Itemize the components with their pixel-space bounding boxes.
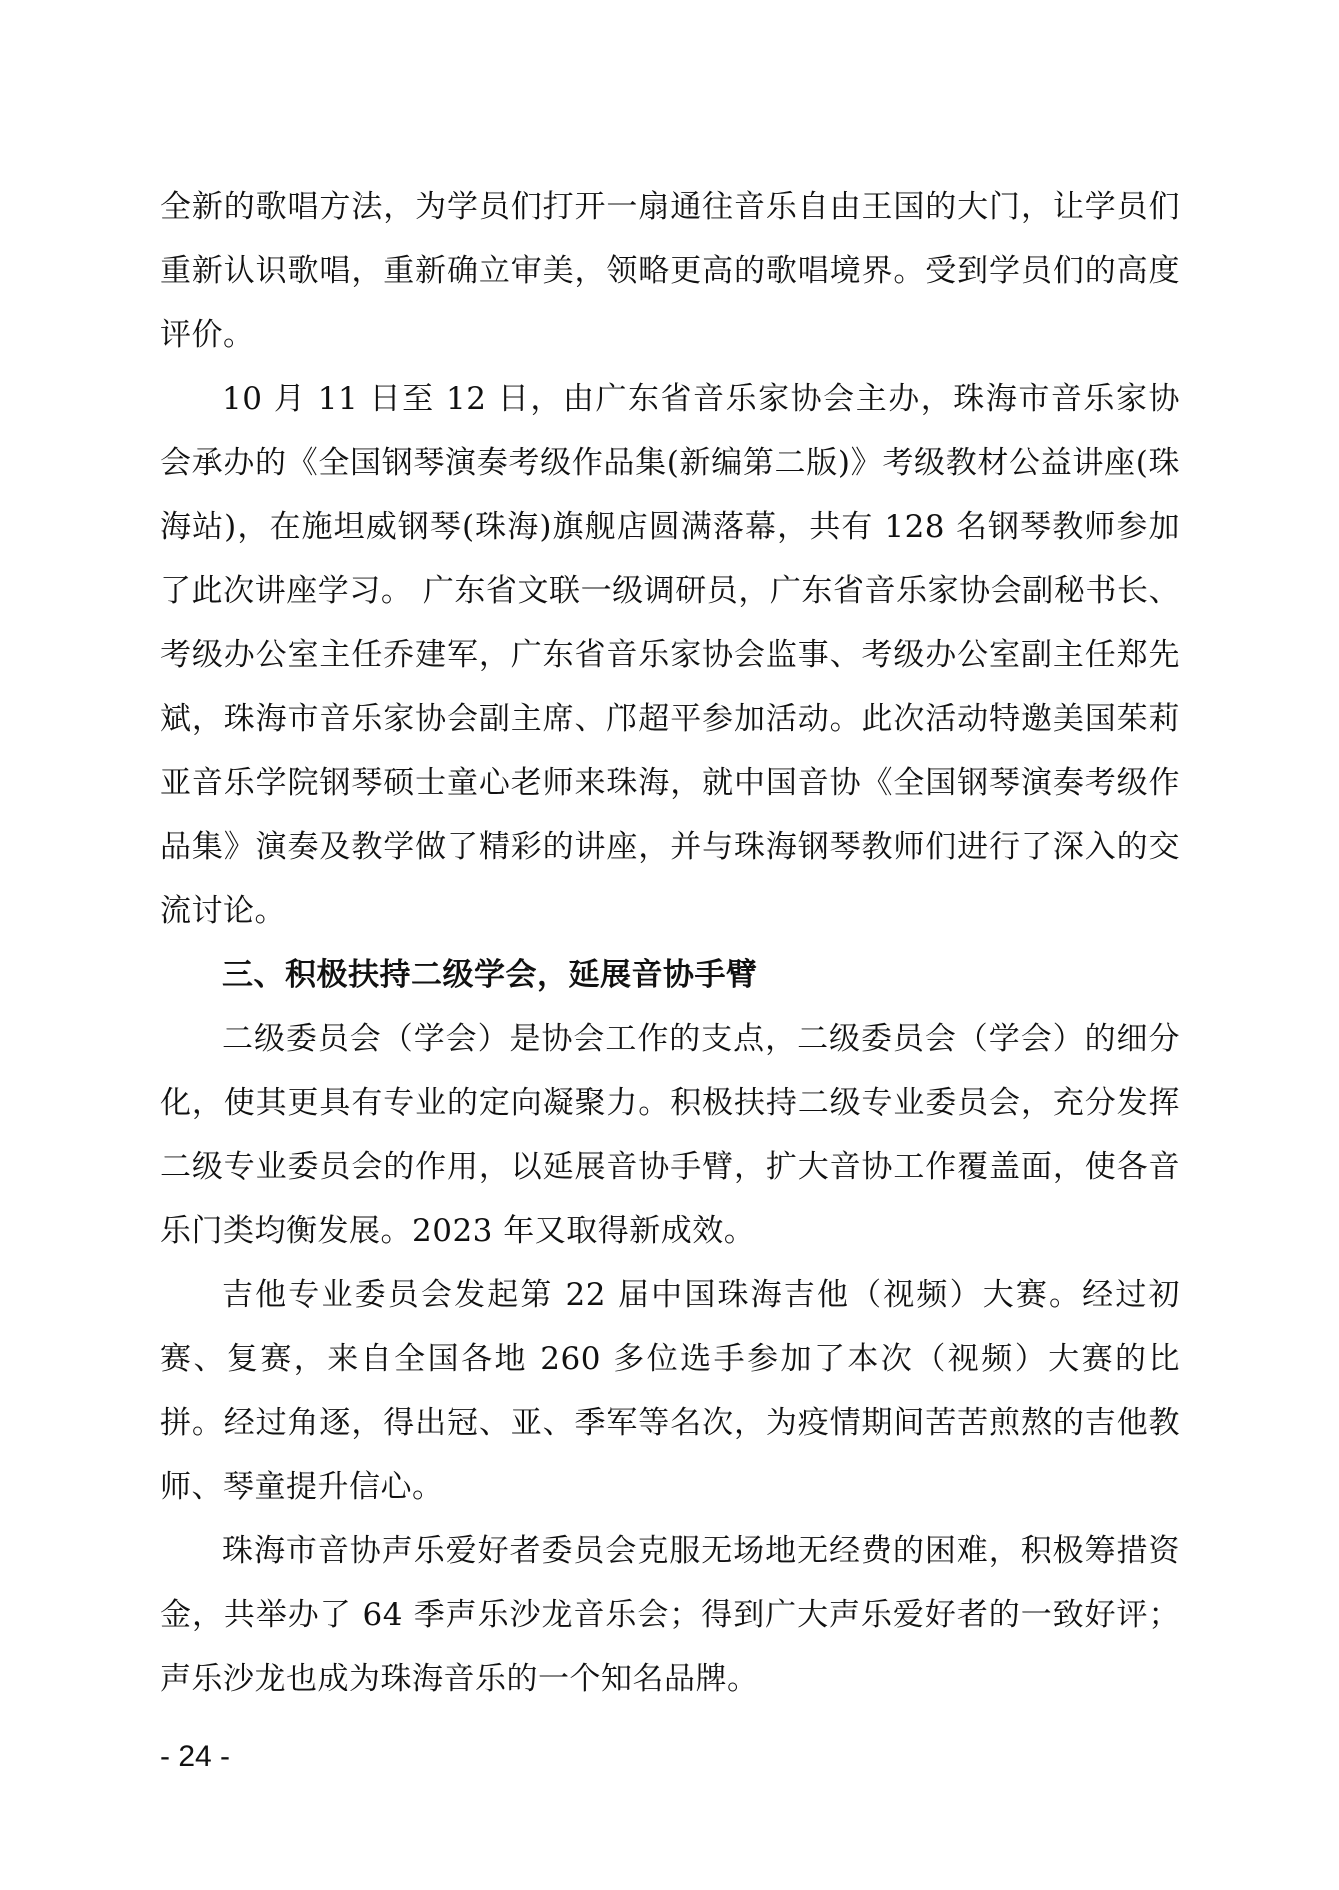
paragraph-vocal-salon: 珠海市音协声乐爱好者委员会克服无场地无经费的困难，积极筹措资金，共举办了 64 季声乐沙龙音乐会；得到广大声乐爱好者的一致好评；声乐沙龙也成为珠海音乐的一个知名品牌。: [160, 1533, 1180, 1697]
page-number: - 24 -: [160, 1740, 231, 1773]
paragraph-committees: 二级委员会（学会）是协会工作的支点，二级委员会（学会）的细分化，使其更具有专业的定向凝聚力。积极扶持二级专业委员会，充分发挥二级专业委员会的作用，以延展音协手臂，扩大音协工作覆盖面，使各音乐门类均衡发展。2023 年又取得新成效。: [160, 1021, 1180, 1249]
document-body: [160, 175, 1180, 1711]
section-heading: 三、积极扶持二级学会，延展音协手臂: [222, 957, 758, 993]
paragraph-guitar-contest: 吉他专业委员会发起第 22 届中国珠海吉他（视频）大赛。经过初赛、复赛，来自全国各地 260 多位选手参加了本次（视频）大赛的比拼。经过角逐，得出冠、亚、季军等名次，为疫情期间苦苦煎熬的吉他教师、琴童提升信心。: [160, 1277, 1180, 1505]
paragraph-continued: 全新的歌唱方法，为学员们打开一扇通往音乐自由王国的大门，让学员们重新认识歌唱，重新确立审美，领略更高的歌唱境界。受到学员们的高度评价。: [160, 189, 1180, 353]
paragraph-piano-lecture: 10 月 11 日至 12 日，由广东省音乐家协会主办，珠海市音乐家协会承办的《全国钢琴演奏考级作品集(新编第二版)》考级教材公益讲座(珠海站)，在施坦威钢琴(珠海)旗舰店圆满落幕，共有 128 名钢琴教师参加了此次讲座学习。 广东省文联一级调研员，广东省音乐家协会副秘书长、考级办公室主任乔建军，广东省音乐家协会监事、考级办公室副主任郑先斌，珠海市音乐家协会副主席、邝超平参加活动。此次活动特邀美国茱莉亚音乐学院钢琴硕士童心老师来珠海，就中国音协《全国钢琴演奏考级作品集》演奏及教学做了精彩的讲座，并与珠海钢琴教师们进行了深入的交流讨论。: [160, 381, 1180, 929]
